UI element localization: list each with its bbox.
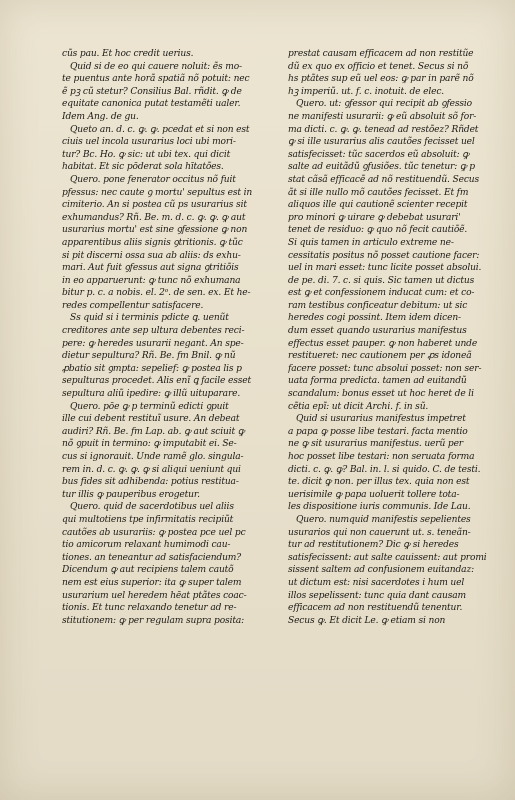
text-line: tur illis ꝙ pauperibus erogetur. [62, 489, 200, 500]
text-line: pfessus: nec caute ꝯ mortu' sepultus est in [62, 187, 253, 198]
text-line: hs ptãtes sup eũ uel eos: ꝙ par in parẽ nõ [288, 74, 474, 85]
text-line: satisfecissent: aut salte cauissent: aut promi [288, 552, 487, 563]
text-line: heredes cogi possint. Item idem dicen- [288, 313, 461, 324]
text-line: les dispositione iuris communis. Ide Lau. [288, 502, 471, 513]
text-line: dietur sepultura? Rñ. Be. fm Bnil. ꝙ nũ [62, 351, 236, 362]
text-line: Quero. numquid manifestis sepelientes [296, 514, 471, 525]
text-line: equitate canonica putat testamẽti ualer. [62, 99, 241, 110]
text-line: tur ad restitutionem? Dic ꝙ si heredes [288, 540, 459, 551]
text-line: ãt si ille nullo mõ cautões fecisset. Et fm [288, 187, 469, 198]
text-line: sissent saltem ad confusionem euitandaz: [288, 565, 474, 576]
text-line: ẽ pꝫ cũ stetur? Consilius Bal. rñdit. ꝙ de [62, 86, 242, 97]
text-line: uerisimile ꝙ papa uoluerit tollere tota- [288, 489, 460, 500]
text-line: tenet de residuo: ꝙ quo nõ fecit cautiõẽ. [288, 225, 468, 236]
text-line: est ꝙ et confessionem inducat cum: et co- [288, 288, 475, 299]
text-line: ut dictum est: nisi sacerdotes i hum uel [288, 577, 465, 588]
text-line: tur? Bc. Ho. ꝙ sic: ut ubi tex. qui dicit [62, 149, 231, 160]
text-line: cessitatis positus nõ posset cautione facer: [288, 250, 480, 261]
text-line: Quero. ut: ꝯfessor qui recipit ab ꝯfessio [296, 99, 473, 110]
text-line: usurarius mortu' est sine ꝯfessione ꝙ non [62, 225, 248, 236]
text-line: ꝙ si ille usurarius alis cautões fecisset uel [288, 137, 475, 148]
text-line: rem in. d. c. ꝙ. ꝙ. ꝙ si aliqui ueniunt qui [62, 464, 241, 475]
text-line: facere posset: tunc absolui posset: non ser- [288, 363, 482, 374]
text-line: cẽtia epĩ: ut dicit Archi. f. in sũ. [288, 401, 429, 412]
text-line: de pe. di. 7. c. si quis. Sic tamen ut dictus [288, 275, 475, 286]
text-line: apparentibus aliis signis ꝯtritionis. ꝙ tũc [62, 237, 243, 248]
text-line: bus fides sit adhibenda: potius restitua- [62, 477, 239, 488]
text-line: te puentus ante horã spatiã nõ potuit: nec [62, 74, 250, 85]
text-line: Quero. pōe ꝙ p terminũ edicti ꝯpuit [70, 401, 229, 412]
text-line: in eo apparuerunt: ꝙ tunc nõ exhumana [62, 275, 241, 286]
text-line: dicti. c. ꝙ. ꝙ? Bal. in. l. si quido. C. de testi. [288, 464, 481, 475]
text-line: prestat causam efficacem ad non restitũe [288, 49, 474, 59]
text-line: cũs pau. Et hoc credit uerius. [62, 49, 194, 59]
text-line: Quid si usurarius manifestus impetret [296, 414, 466, 425]
text-line: stitutionem: ꝙ per regulam supra posita: [62, 615, 245, 626]
text-line: mari. Aut fuit ꝯfessus aut signa ꝯtritiõis [62, 263, 239, 274]
text-line: cautões ab usurariis: ꝙ postea pce uel pc [62, 527, 246, 538]
right-column [288, 48, 510, 627]
text-line: dũ ex quo ex officio et tenet. Secus si nõ [288, 61, 469, 72]
text-line: dum esset quando usurarius manifestus [288, 326, 467, 337]
text-line: ram testibus conficeatur debitum: ut sic [288, 300, 468, 311]
text-line: Si quis tamen in articulo extreme ne- [288, 237, 454, 248]
text-line: usurarium uel heredem hēat ptãtes coac- [62, 590, 247, 601]
text-line: satisfecisset: tũc sacerdos eũ absoluit: ꝙ [288, 149, 469, 160]
left-column [62, 48, 284, 627]
text-line: Queto an. d. c. ꝙ. ꝙ. pcedat et si non est [70, 124, 250, 135]
text-line: sepultura aliũ ipedire: ꝙ illũ uituparare. [62, 389, 241, 400]
text-line: Quero. quid de sacerdotibus uel aliis [70, 502, 234, 513]
text-line: scandalum: bonus esset ut hoc heret de li [288, 389, 474, 400]
text-line: uata forma predicta. tamen ad euitandũ [288, 376, 467, 387]
text-line: hꝫ imperiũ. ut. f. c. inotuit. de elec. [288, 86, 445, 97]
text-line: efficacem ad non restituendũ tenentur. [288, 603, 463, 614]
text-line: Secus ꝙ. Et dicit Le. ꝙ etiam si non [288, 615, 446, 626]
text-line: pro minori ꝙ uirare ꝙ debebat usurari' [288, 212, 461, 223]
text-line: exhumandus? Rñ. Be. m. d. c. ꝙ. ꝙ. ꝙ aut [62, 212, 246, 223]
text-line: te. dicit ꝙ non. per illus tex. quia non est [288, 477, 470, 488]
text-line: tiones. an teneantur ad satisfaciendum? [62, 552, 242, 563]
text-line: salte ad euitãdũ ꝯfusiões. tũc tenetur: ꝙ p [288, 162, 475, 173]
text-line: aliquos ille qui cautionẽ scienter recepit [288, 200, 468, 211]
text-line: ne ꝙ sit usurarius manifestus. uerũ per [288, 439, 464, 450]
text-line: qui multotiens tpe infirmitatis recipiũt [62, 514, 234, 525]
text-line: pere: ꝙ heredes usurarii negant. An spe- [62, 338, 244, 349]
text-line: tionis. Et tunc relaxando tenetur ad re- [62, 603, 237, 614]
text-line: creditores ante sep ultura debentes reci- [62, 326, 245, 337]
text-line: ꝓbatio sit ꝯmpta: sepelief: ꝙ postea lis p [62, 363, 242, 374]
text-line: Ss quid si i terminis pdicte ꝗ. uenũt [70, 313, 229, 324]
text-line: Quid si de eo qui cauere noluit: ẽs mo- [70, 61, 242, 72]
text-line: ciuis uel incola usurarius loci ubi mori- [62, 137, 236, 148]
text-line: Quero. pone fenerator occitus nõ fuit [70, 174, 236, 185]
text-line: Dicendum ꝙ aut recipiens talem cautõ [62, 565, 234, 576]
text-line: si pit discerni ossa sua ab aliis: ds exhu- [62, 250, 241, 261]
text-line: Idem Ang. de gu. [62, 111, 139, 122]
text-line: hoc posset libe testari: non seruata forma [288, 452, 475, 462]
text-line: cimiterio. An si postea cũ ps usurarius sit [62, 200, 247, 211]
text-line: redes compellentur satisfacere. [62, 300, 204, 311]
text-line: a papa ꝙ posse libe testari. facta mentio [288, 426, 468, 437]
text-line: stat cãsã efficacẽ ad nõ restituendũ. Secus [288, 174, 479, 185]
text-line: habitat. Et sic pōderat sola hītatões. [62, 162, 224, 173]
text-line: uel in mari esset: tunc licite posset absolui. [288, 263, 482, 274]
text-line: bitur p. c. a nobis. el. 2ᵒ. de sen. ex. Et he- [62, 288, 251, 299]
text-line: sepulturas procedet. Alis enĩ ꝗ facile esset [62, 376, 251, 387]
text-line: effectus esset pauper. ꝙ non haberet unde [288, 338, 478, 349]
text-line: ne manifesti usurarii: ꝙ eũ absoluit sõ for- [288, 111, 477, 122]
text-line: ma dicti. c. ꝙ. ꝙ. tenead ad restõez? Rñdet [288, 124, 479, 135]
text-line: audiri? Rñ. Be. fm Lap. ab. ꝙ aut sciuit ꝙ [62, 426, 245, 437]
text-line: tio amicorum relaxant humimodi cau- [62, 540, 231, 551]
text-line: restitueret: nec cautionem per ꝓs idoneã [288, 351, 472, 362]
text-line: cus si ignorauit. Unde ramẽ glo. singula- [62, 452, 244, 462]
text-line: usurarios qui non cauerunt ut. s. teneãn- [288, 527, 471, 538]
text-line: ille cui debent restituĩ usure. An debeat [62, 414, 240, 425]
text-line: illos sepelissent: tunc quia dant causam [288, 590, 466, 601]
text-line: nõ ꝯpuit in termino: ꝙ imputabit ei. Se- [62, 439, 237, 450]
text-line: nem est eius superior: ita ꝙ super talem [62, 577, 242, 588]
